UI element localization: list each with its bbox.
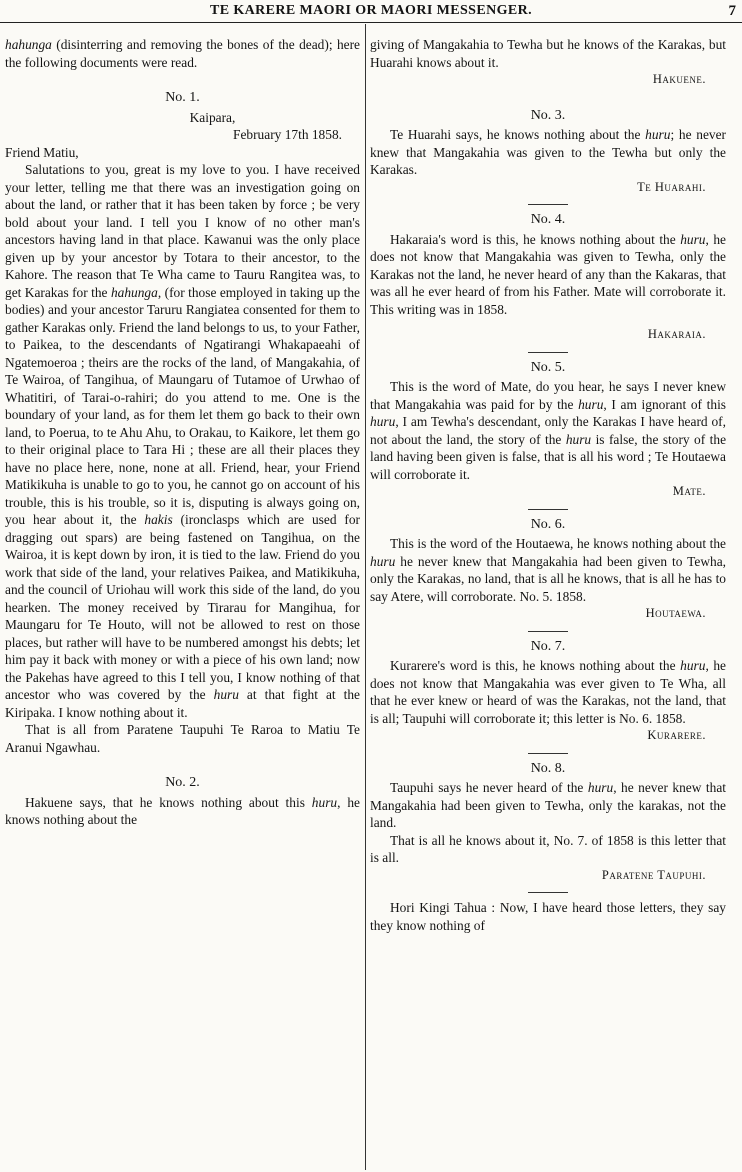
column-divider [365,24,366,1170]
no5-italic-2: huru [370,414,396,429]
section-rule [528,509,568,510]
no6-paragraph [370,535,726,605]
no6-text-2: he never knew that Mangakahia had been given to Tewha, only the Karakas, no land, that is all he knows, that is all he has to say Atere, will corroborate. No. 5. 1858. [370,553,726,604]
left-column [5,36,360,1170]
continued-paragraph: giving of Mangakahia to Tewha but he knows of the Karakas, but Huarahi knows about it. [370,37,726,70]
no8-text-2: , he never knew that Mangakahia had been given to Tewha, only the karakas, not the land. [370,780,726,830]
no3-italic: huru [645,127,671,142]
no5-italic-1: huru [578,396,604,412]
no6-text-1: This is the word of the Houtaewa, he knows nothing about the [390,536,726,551]
signature-houtaewa: Houtaewa. [645,606,706,620]
section-rule [528,892,568,893]
letter-salutation: Friend Matiu, [5,144,79,160]
document-heading-no3: No. 3. [530,107,566,123]
right-column [370,36,726,1170]
no2-text-2: , he knows nothing about the [5,794,360,827]
newspaper-title: TE KARERE MAORI OR MAORI MESSENGER. [209,3,533,18]
signature-hakaraia: Hakaraia. [647,327,706,341]
document-heading-no2: No. 2. [165,775,200,790]
intro-paragraph [5,36,360,71]
document-heading-no1: No. 1. [165,90,200,105]
letter-italic-1: hahunga [110,284,158,300]
signature-paratene-taupuhi: Paratene Taupuhi. [601,867,706,882]
letter-body [5,161,360,721]
no8-paragraph [370,779,726,832]
no5-text-1: This is the word of Mate, do you hear, he says I never knew that Mangakahia was paid for by the [370,379,726,412]
no5-text-3: , I am Tewha's descendant, only the Karakas I have heard of, not about the land, the story of the [370,414,726,447]
signature-mate: Mate. [672,484,706,498]
letter-italic-2: hakis [144,512,173,527]
letter-text-4: at that fight at the Kiripaka. I know nothing about it. [5,687,360,720]
no5-paragraph [370,378,726,483]
letter-place: Kaipara, [189,109,236,125]
signature-te-huarahi: Te Huarahi. [637,179,706,194]
no7-paragraph [370,657,726,727]
section-rule [528,631,568,632]
signature-kurarere: Kurarere. [647,728,706,742]
page-header [0,2,742,23]
document-heading-no4: No. 4. [530,212,566,227]
section-rule [528,753,568,754]
no8-text-1: Taupuhi says he never heard of the [390,780,588,795]
intro-text: (disinterring and removing the bones of the dead); here the following documents were read. [5,37,360,70]
no7-text-1: Kurarere's word is this, he knows nothing about the [390,658,681,673]
document-heading-no5: No. 5. [530,359,566,375]
intro-italic-term: hahunga [5,37,52,52]
no3-text-1: Te Huarahi says, he knows nothing about the [390,127,646,142]
document-heading-no7: No. 7. [530,638,566,654]
no3-paragraph [370,126,726,179]
section-rule [528,352,568,353]
no2-italic: huru [311,794,338,810]
no7-text-2: , he does not know that Mangakahia was ever given to Te Wha, all that he ever knew or heard of was the Karakas, not the land, that is all; Taupuhi will corroborate it; this letter is No. 6. 1858. [370,658,726,726]
hori-kingi-paragraph: Hori Kingi Tahua : Now, I have heard those letters, they say they know nothing of [370,900,726,933]
no4-paragraph [370,231,726,319]
section-rule [528,204,568,205]
no6-italic: huru [370,553,396,569]
no7-italic: huru [680,658,706,673]
no2-text-1: Hakuene says, that he knows nothing about this [25,794,312,810]
no8-italic: huru [587,780,614,795]
letter-closing: That is all from Paratene Taupuhi Te Raroa to Matiu Te Aranui Ngawhau. [5,722,360,755]
document-heading-no6: No. 6. [530,516,566,532]
letter-text-3: (ironclasps which are used for dragging out spars) are being fastened on Tangihua, on the Wairoa, it is kept down by iron, it is tied to the law. Friend do you work that side of the land, your relatives Paikea, and Matikikuha, and the council of Uriohau will work this side of the land, do you hearken. The money received by Tirarau for Mangihua, for Maungaru for Te Houto, will not be allowed to rest on those places, but rather will have to be numbered amongst his debts; let him pay it back with money or with a piece of his own land; now the Pakehas have agreed to this I tell you, I know nothing of that ancestor who was covered by the [5,512,360,702]
no4-text-2: , he does not know that Mangakahia was given to Tewha, only the Karakas not the land, he never heard of any than the Kakaras, that was all he ever heard of from his Father. Mate will corroborate it. This writing was in 1858. [370,231,726,317]
no5-italic-3: huru [565,431,592,447]
letter-italic-3: huru [213,687,239,702]
signature-hakuene: Hakuene. [652,72,706,86]
no3-text-2: ; he never knew that Mangakahia was given to the Tewha but only the Karakas. [370,127,726,177]
no8-closing: That is all he knows about it, No. 7. of 1858 is this letter that is all. [370,832,726,865]
letter-text-1: Salutations to you, great is my love to you. I have received your letter, telling me that there was an investigation going on about the land, or rather that it has been taken by force ; be very bold about your land. I tell you I know of no other man's ancestors having land in that place. Kawanui was the only place given up by your ancestor by Totara to their ancestor, to the Kahore. The reason that Te Wha came to Tauru Rangitea was, to get Karakas for the [5,162,360,300]
no4-italic: huru [680,231,706,247]
document-heading-no8: No. 8. [530,760,566,776]
letter-text-2: , (for those employed in taking up the bodies) and your ancestor Taruru Rangiatea consented for them to gather Karakas only. Friend the land belongs to us, to your Father, to Paikea, to the descendants of Ngatirangi Whakapaeahi of Ngatemoeroa ; theirs are the rocks of the land, of Mangakahia, of Te Wairoa, of Tangihua, of Maungaru of Tutamoe of Urwhao of Whatitiri, of Tarai-o-rahiri; do you attend to me. One is the boundary of your land, as for them let them go back to their own land, to Poerua, to te Ahu Ahu, to Orakau, to Kaikore, let them go to their original place to Tara Hi ; these are all their places they have no place here, none, none at all. Friend, hear, your Friend Matikikuha is unable to go to you, he cannot go on account of his trouble, this is his trouble, so it is, disputing is always going on, you hear about it, the [5,284,360,527]
no4-text-1: Hakaraia's word is this, he knows nothing about the [390,231,681,247]
no2-paragraph [5,794,360,829]
no5-text-4: is false, the story of the land having been given is false, that is all his word ; Te Houtaewa will corroborate it. [370,431,726,482]
letter-date: February 17th 1858. [233,127,342,142]
page-number: 7 [728,3,736,19]
no5-text-2: , I am ignorant of this [603,396,726,412]
